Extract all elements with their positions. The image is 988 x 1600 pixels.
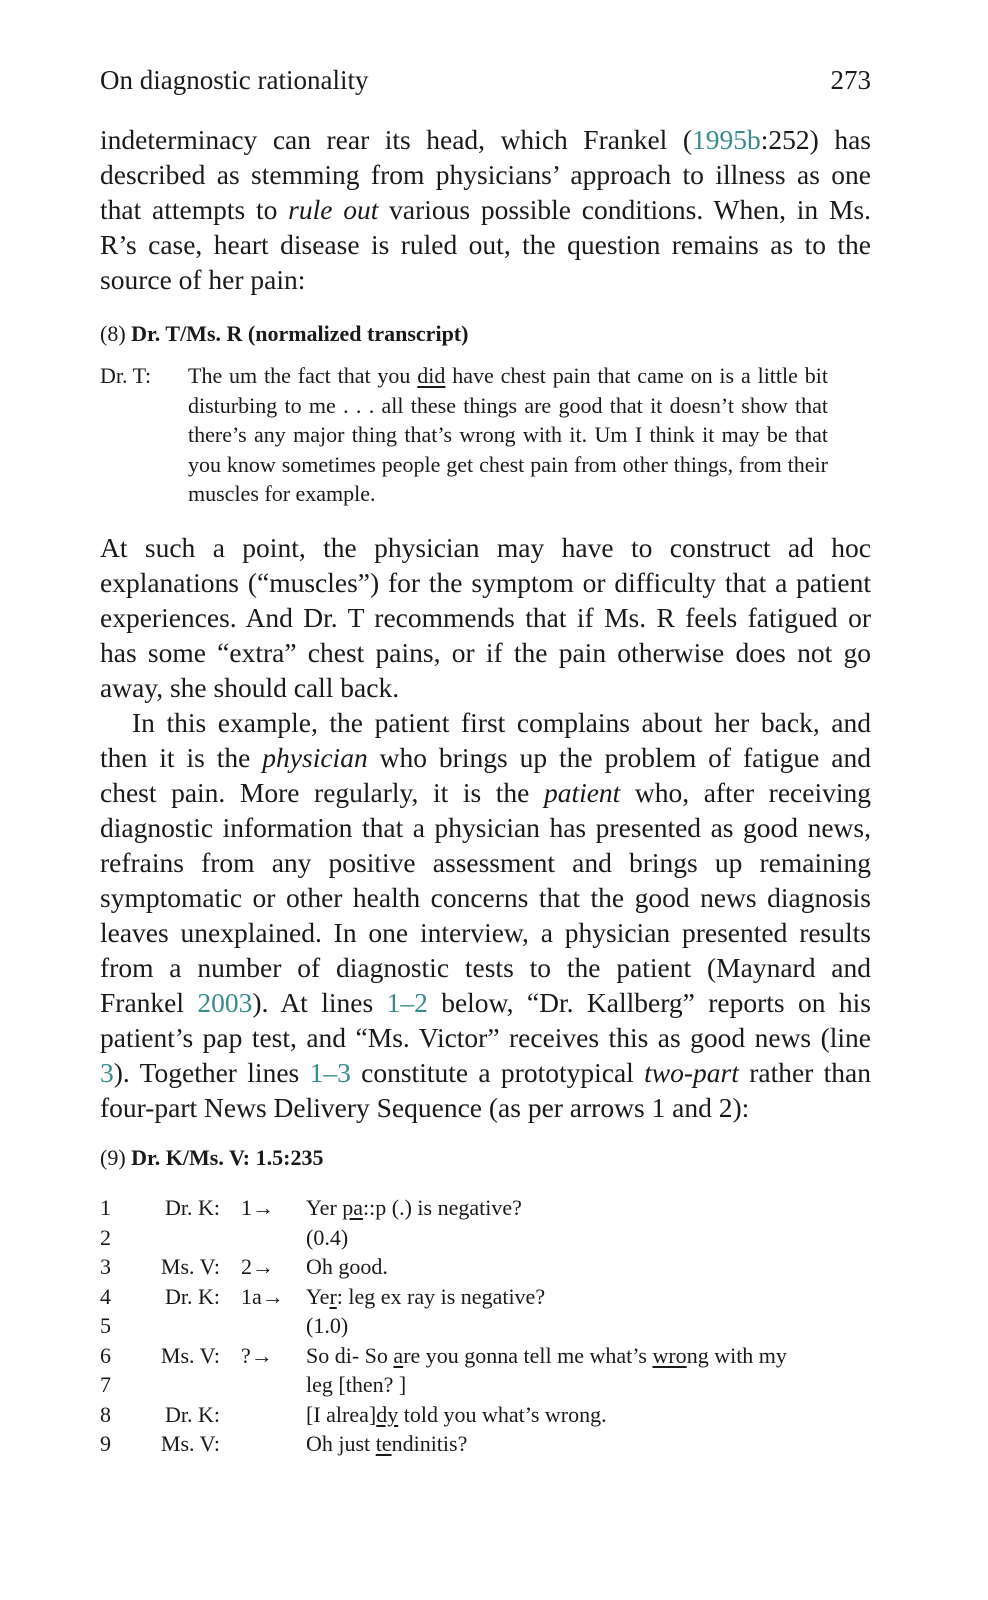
text-run: [I alrea]: [306, 1401, 377, 1427]
text-run: have chest pain that came on is a little bit disturbing to me . . . all these things are good that it doesn’t show that there’s any major thing that’s wrong with it. Um I think it may be that you know sometimes people get chest pain from other things, from their muscles for example.: [188, 363, 828, 506]
line-number: 7: [100, 1372, 111, 1397]
speaker-label: Dr. K:: [165, 1283, 220, 1309]
text-run: Oh just: [306, 1431, 376, 1456]
text-run: (1.0): [306, 1313, 349, 1338]
example-8-title: [100, 319, 468, 349]
transcript-line: [100, 1223, 871, 1253]
transcript-line: [100, 1370, 871, 1400]
line-reference-link[interactable]: 3: [100, 1057, 114, 1088]
line-number: 9: [100, 1431, 111, 1456]
utterance: [306, 1370, 406, 1400]
underlined-text: did: [417, 363, 446, 388]
text-run: The um the fact that you: [188, 363, 418, 388]
underlined-text: dy: [376, 1401, 399, 1427]
text-run: indeterminacy can rear its head, which Frankel (: [100, 124, 692, 155]
transcript-line: [100, 1341, 871, 1371]
emphasis: rule out: [288, 194, 379, 225]
arrow-marker: ?→: [241, 1342, 273, 1368]
speaker-label: Ms. V:: [160, 1342, 220, 1368]
example-9-title: [100, 1143, 323, 1173]
page-number: 273: [830, 65, 871, 95]
text-run: rather than four-part News Delivery Sequence (as per arrows 1 and 2):: [100, 1057, 872, 1123]
speaker-label: Dr. T:: [100, 363, 152, 388]
arrow-marker: 2→: [241, 1254, 274, 1279]
example-9-transcript: [100, 1193, 871, 1459]
text-run: ng with my: [686, 1342, 787, 1368]
arrow-marker: 1→: [241, 1195, 274, 1220]
line-reference-link[interactable]: 1–2: [386, 987, 428, 1018]
paragraph-1: [100, 122, 871, 297]
speaker-label: Dr. K:: [165, 1401, 220, 1427]
speaker-label: Dr. K:: [165, 1195, 220, 1220]
emphasis: physician: [262, 742, 368, 773]
paragraph-3: [100, 705, 871, 1125]
transcript-line: [100, 1400, 871, 1430]
example-number: (9): [100, 1145, 126, 1170]
line-number: 1: [100, 1195, 111, 1220]
transcript-line: [100, 1429, 871, 1459]
line-number: 5: [100, 1313, 111, 1338]
text-run: constitute a prototypical: [350, 1057, 645, 1088]
example-title: Dr. T/Ms. R (normalized transcript): [131, 321, 469, 346]
speaker-label: Ms. V:: [160, 1254, 220, 1279]
text-run: ndinitis?: [391, 1431, 468, 1456]
emphasis: two-part: [644, 1057, 739, 1088]
utterance: [306, 1223, 348, 1253]
text-run: leg [then? ]: [306, 1372, 407, 1397]
text-run: Ye: [306, 1283, 330, 1309]
utterance: [306, 1429, 467, 1459]
underlined-text: a: [393, 1342, 404, 1368]
example-8-transcript: [100, 361, 871, 509]
citation-link-1995b[interactable]: 1995b: [692, 124, 761, 155]
utterance: [306, 1341, 787, 1371]
line-number: 8: [100, 1401, 111, 1427]
text-run: :252) has described as stemming from physicians’ approach to illness as one that attempts to: [100, 124, 871, 225]
text-run: : leg ex ray is negative?: [336, 1283, 546, 1309]
transcript-line: [100, 1311, 871, 1341]
transcript-line: [100, 1252, 871, 1282]
utterance: [188, 361, 828, 509]
underlined-text: r: [329, 1283, 337, 1309]
example-number: (8): [100, 321, 126, 346]
utterance: [306, 1252, 388, 1282]
text-run: below, “Dr. Kallberg” reports on his patient’s pap test, and “Ms. Victor” receives this as good news (line: [100, 987, 871, 1053]
text-run: ::p (.) is negative?: [363, 1195, 522, 1220]
text-run: various possible conditions. When, in Ms. R’s case, heart disease is ruled out, the question remains as to the source of her pain:: [100, 194, 871, 295]
utterance: [306, 1193, 522, 1223]
underlined-text: pa: [342, 1195, 364, 1220]
running-head-title: On diagnostic rationality: [100, 65, 369, 95]
text-run: So di- So: [306, 1342, 394, 1368]
underlined-text: wro: [652, 1342, 687, 1368]
line-number: 6: [100, 1342, 111, 1368]
emphasis: patient: [543, 777, 621, 808]
citation-link-2003[interactable]: 2003: [197, 987, 253, 1018]
speaker-label: Ms. V:: [160, 1431, 220, 1456]
text-run: told you what’s wrong.: [398, 1401, 607, 1427]
paragraph-2: At such a point, the physician may have to construct ad hoc explanations (“muscles”) for the symptom or difficulty that a patient experiences. And Dr. T recommends that if Ms. R feels fatigued or has some “extra” chest pains, or if the pain otherwise does not go away, she should call back.: [100, 532, 871, 703]
text-run: In this example, the patient first complains about her back, and then it is the: [100, 707, 871, 773]
line-number: 4: [100, 1283, 111, 1309]
line-number: 2: [100, 1224, 111, 1250]
text-run: who, after receiving diagnostic information that a physician has presented as good news, refrains from any positive assessment and brings up remaining symptomatic or other health concerns that the good news diagnosis leaves unexplained. In one interview, a physician presented results from a number of diagnostic tests to the patient (Maynard and Frankel: [100, 777, 871, 1018]
text-run: Yer: [306, 1195, 343, 1220]
text-run: ). At lines: [252, 987, 387, 1018]
line-reference-link[interactable]: 1–3: [309, 1057, 351, 1088]
text-run: who brings up the problem of fatigue and chest pain. More regularly, it is the: [100, 742, 871, 808]
example-title: Dr. K/Ms. V: 1.5:235: [131, 1145, 324, 1170]
utterance: [306, 1311, 348, 1341]
arrow-marker: 1a→: [241, 1283, 284, 1309]
running-head: [100, 62, 871, 98]
transcript-line: [100, 1282, 871, 1312]
text-run: (0.4): [306, 1224, 349, 1250]
utterance: [306, 1282, 545, 1312]
transcript-line: [100, 1193, 871, 1223]
text-run: ). Together lines: [113, 1057, 310, 1088]
paragraph-group: [100, 530, 871, 1125]
utterance: [306, 1400, 607, 1430]
text-run: Oh good.: [306, 1254, 388, 1279]
underlined-text: te: [375, 1431, 392, 1456]
text-run: re you gonna tell me what’s: [403, 1342, 653, 1368]
line-number: 3: [100, 1254, 111, 1279]
